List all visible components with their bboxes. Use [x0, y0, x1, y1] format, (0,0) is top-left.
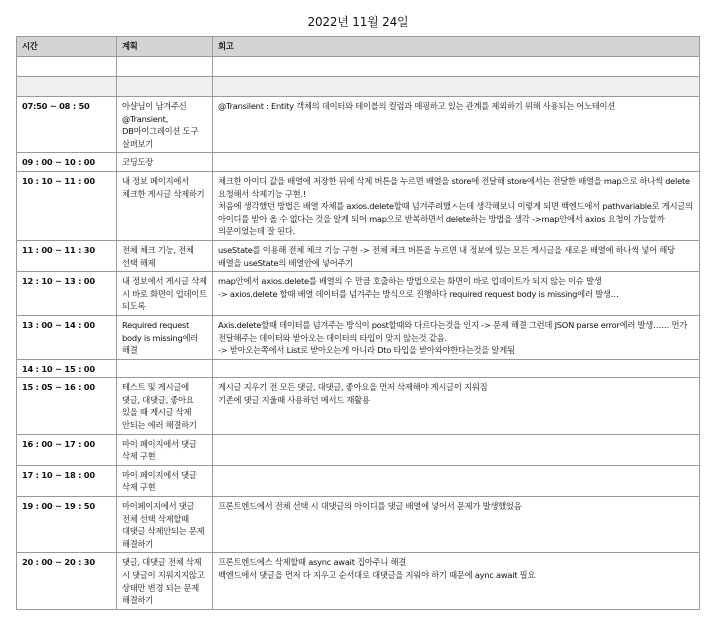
- plan-cell: [117, 57, 213, 77]
- table-row: [17, 465, 700, 496]
- plan-cell: 코딩도장: [117, 153, 213, 172]
- time-cell: 11 : 00 ~ 11 : 30: [17, 240, 117, 271]
- review-cell: [213, 553, 700, 609]
- time-cell: 20 : 00 ~ 20 : 30: [17, 553, 117, 609]
- table-row: [17, 77, 700, 97]
- review-cell: [213, 57, 700, 77]
- review-line: map안에서 axios.delete를 배열의 수 만큼 호출하는 방법으로는 화면이 바로 업데이트가 되지 않는 이슈 발생: [218, 276, 602, 287]
- plan-cell: 마이페이지에서 댓글 전체 선택 삭제할때 대댓글 삭제안되는 문제 해결하기: [117, 497, 213, 553]
- time-cell: 10 : 10 ~ 11 : 00: [17, 171, 117, 240]
- plan-cell: 아샬님이 남겨주신 @Transient, DB마이그레이션 도구 살펴보기: [117, 97, 213, 153]
- time-cell: 14 : 10 ~ 15 : 00: [17, 359, 117, 378]
- table-row: [17, 240, 700, 271]
- plan-cell: [117, 77, 213, 97]
- review-cell: [213, 97, 700, 153]
- review-line: 백엔드에서 댓글을 먼저 다 지우고 순서대로 대댓글을 지워야 하기 때문에 aync await 필요: [218, 570, 536, 580]
- review-line: -> axios.delete 할때 배열 데이터를 넘겨주는 방식으로 진행하다 required request body is missing에러 발생…: [218, 288, 619, 299]
- review-cell: [213, 378, 700, 434]
- plan-cell: 댓글, 대댓글 전체 삭제 시 댓글이 지워지지않고 상태만 변경 되는 문제 해결하기: [117, 553, 213, 609]
- table-row: [17, 553, 700, 609]
- review-line: 프론트엔드에서 전체 선택 시 대댓글의 아이디를 댓글 배열에 넣어서 문제가 발생했었음: [218, 501, 522, 512]
- table-row: [17, 57, 700, 77]
- plan-cell: 마이 페이지에서 댓글 삭제 구현: [117, 465, 213, 496]
- table-row: [17, 315, 700, 359]
- time-cell: 09 : 00 ~ 10 : 00: [17, 153, 117, 172]
- time-cell: [17, 77, 117, 97]
- time-cell: 07:50 ~ 08 : 50: [17, 97, 117, 153]
- review-cell: [213, 272, 700, 316]
- review-cell: [213, 153, 700, 172]
- table-row: [17, 97, 700, 153]
- review-line: 처음에 생각했던 방법은 배열 자체를 axios.delete할때 넘겨주려했ㅅ는데 생각해보니 이렇게 되면 백엔드에서 pathvariable로 게시글의 아이디를 받아 올 수 없다는 것을 알게 되어 map으로 반복하면서 delete하는 방법을 생각 ->map안에서 axios 요청이 가능할까 의문이었는데 잘 된다.: [218, 201, 693, 237]
- table-header-row: [17, 37, 700, 57]
- review-line: 체크한 아이디 값을 배열에 저장한 뒤에 삭제 버튼을 누르면 배열을 store에 전달해 store에서는 전달한 배열을 map으로 하나씩 delete 요청해서 삭제기능 구현.!: [218, 175, 690, 199]
- review-cell: [213, 465, 700, 496]
- time-cell: [17, 57, 117, 77]
- daily-log-table: [16, 36, 700, 610]
- review-cell: [213, 359, 700, 378]
- table-row: [17, 378, 700, 434]
- table-row: [17, 434, 700, 465]
- review-cell: [213, 240, 700, 271]
- review-line: @Transilent : Entity 객체의 데이터와 테이블의 컬럼과 매핑하고 있는 관계를 제외하기 위해 사용되는 어노테이션: [218, 101, 616, 111]
- time-cell: 19 : 00 ~ 19 : 50: [17, 497, 117, 553]
- plan-cell: Required request body is missing에러 해결: [117, 315, 213, 359]
- time-cell: 15 : 05 ~ 16 : 00: [17, 378, 117, 434]
- plan-cell: 전체 체크 기능, 전체 선택 해제: [117, 240, 213, 271]
- header-time: 시간: [17, 37, 117, 57]
- review-line: -> 받아오는쪽에서 List로 받아오는게 아니라 Dto 타입을 받아와야한다는것을 알게됨: [218, 345, 515, 356]
- review-line: Axis.delete할때 데이터를 넘겨주는 방식이 post할때와 다르다는것을 인지 -> 문제 해결 그런데 JSON parse error에러 발생…… 먼가 전달해주는 데이터와 받아오는 데이터의 타입이 맞지 않는것 같음.: [218, 319, 688, 343]
- review-line: useState를 이용해 전체 체크 기능 구현 -> 전체 체크 버튼을 누르면 내 정보에 있는 모든 게시글을 새로운 배열에 하나씩 넣어 해당 배열을 useState의 배열안에 넣어주기: [218, 244, 675, 268]
- time-cell: 17 : 10 ~ 18 : 00: [17, 465, 117, 496]
- review-line: 게시글 지우기 전 모든 댓글, 대댓글, 좋아요을 먼저 삭제해야 게시글이 지워짐: [218, 382, 488, 393]
- review-line: 기존에 댓글 지울때 사용하던 메서드 재활용: [218, 394, 370, 405]
- review-cell: [213, 77, 700, 97]
- plan-cell: 마이 페이지에서 댓글 삭제 구현: [117, 434, 213, 465]
- plan-cell: 내 정보 페이지에서 체크한 게시글 삭제하기: [117, 171, 213, 240]
- table-row: [17, 153, 700, 172]
- review-cell: [213, 497, 700, 553]
- table-row: [17, 497, 700, 553]
- table-row: [17, 171, 700, 240]
- table-row: [17, 359, 700, 378]
- review-cell: [213, 434, 700, 465]
- document-title: 2022년 11월 24일: [307, 15, 409, 29]
- header-review: 회고: [213, 37, 700, 57]
- review-cell: [213, 315, 700, 359]
- time-cell: 16 : 00 ~ 17 : 00: [17, 434, 117, 465]
- header-plan: 계획: [117, 37, 213, 57]
- review-line: 프론트엔드에스 삭제할때 async await 집아주니 해결: [218, 557, 407, 568]
- plan-cell: [117, 359, 213, 378]
- plan-cell: 내 정보에서 게시글 삭제 시 바로 화면이 업데이트 되도록: [117, 272, 213, 316]
- table-row: [17, 272, 700, 316]
- time-cell: 13 : 00 ~ 14 : 00: [17, 315, 117, 359]
- plan-cell: 테스트 및 게시글에 댓글, 대댓글, 좋아요 있을 때 게시글 삭제 안되는 에러 해결하기: [117, 378, 213, 434]
- time-cell: 12 : 10 ~ 13 : 00: [17, 272, 117, 316]
- review-cell: [213, 171, 700, 240]
